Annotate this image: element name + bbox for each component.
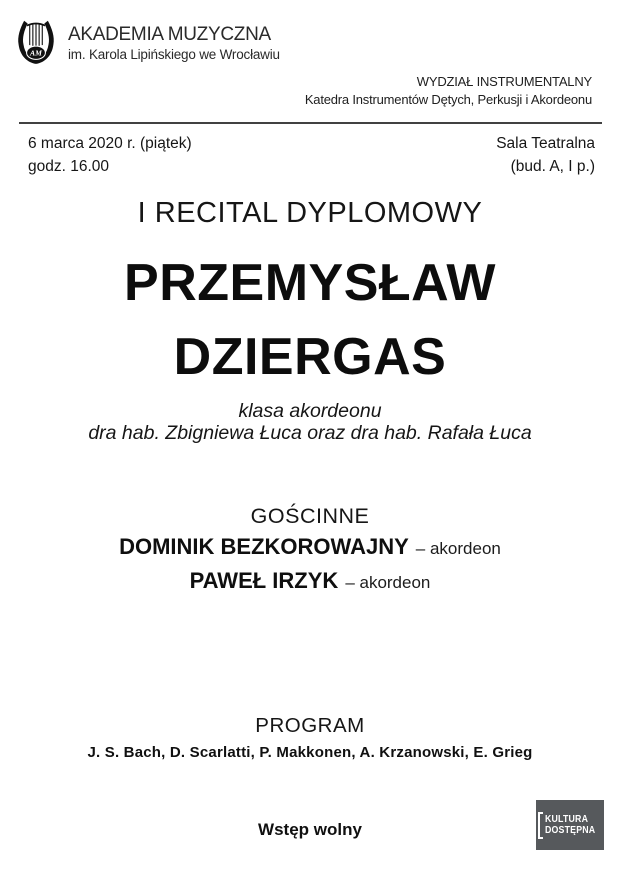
dostepna-line: DOSTĘPNA: [544, 825, 596, 836]
guest-name: DOMINIK BEZKOROWAJNY: [119, 534, 409, 559]
program-composers: J. S. Bach, D. Scarlatti, P. Makkonen, A. Krzanowski, E. Grieg: [87, 744, 533, 761]
program-heading: PROGRAM: [255, 714, 365, 737]
class-line2: dra hab. Zbigniewa Łuca oraz dra hab. Rafała Łuca: [88, 422, 532, 444]
program-section: [0, 714, 620, 762]
performer-name: [0, 246, 620, 394]
guest-role: – akordeon: [415, 539, 501, 558]
performer-first-name: PRZEMYSŁAW: [124, 254, 496, 312]
admission-note: Wstęp wolny: [258, 820, 362, 839]
department-name: WYDZIAŁ INSTRUMENTALNY: [416, 74, 592, 89]
event-venue: Sala Teatralna: [496, 135, 595, 152]
kultura-line: KULTURA: [544, 814, 589, 825]
academy-title-block: [68, 24, 280, 63]
academy-name: AKADEMIA MUZYCZNA: [68, 23, 271, 45]
performer-last-name: DZIERGAS: [173, 328, 447, 386]
event-date: 6 marca 2020 r. (piątek): [28, 135, 192, 152]
academy-brand: [15, 20, 280, 66]
poster-body: [0, 196, 620, 840]
department-chair: Katedra Instrumentów Dętych, Perkusji i Akordeonu: [304, 92, 592, 107]
guest-role: – akordeon: [345, 573, 431, 592]
header-divider: [19, 122, 602, 124]
event-venue-detail: (bud. A, I p.): [510, 157, 595, 175]
guest-line: [0, 531, 620, 565]
recital-title: I RECITAL DYPLOMOWY: [137, 197, 483, 229]
lyre-monogram: AM: [30, 48, 42, 58]
kultura-dostepna-label: [545, 814, 595, 836]
guest-line: [0, 565, 620, 599]
guest-name: PAWEŁ IRZYK: [189, 568, 339, 593]
class-line1: klasa akordeonu: [238, 400, 382, 422]
event-venue-block: [496, 133, 595, 178]
event-time: godz. 16.00: [28, 157, 110, 175]
department-block: [305, 73, 592, 109]
lyre-icon: [15, 20, 57, 66]
guests-section: [0, 502, 620, 599]
event-date-block: [28, 133, 192, 178]
bracket-icon: [538, 812, 543, 839]
academy-subtitle: im. Karola Lipińskiego we Wrocławiu: [68, 46, 280, 62]
class-info: [0, 400, 620, 444]
guests-heading: GOŚCINNE: [250, 504, 370, 528]
kultura-dostepna-logo: [536, 800, 604, 850]
